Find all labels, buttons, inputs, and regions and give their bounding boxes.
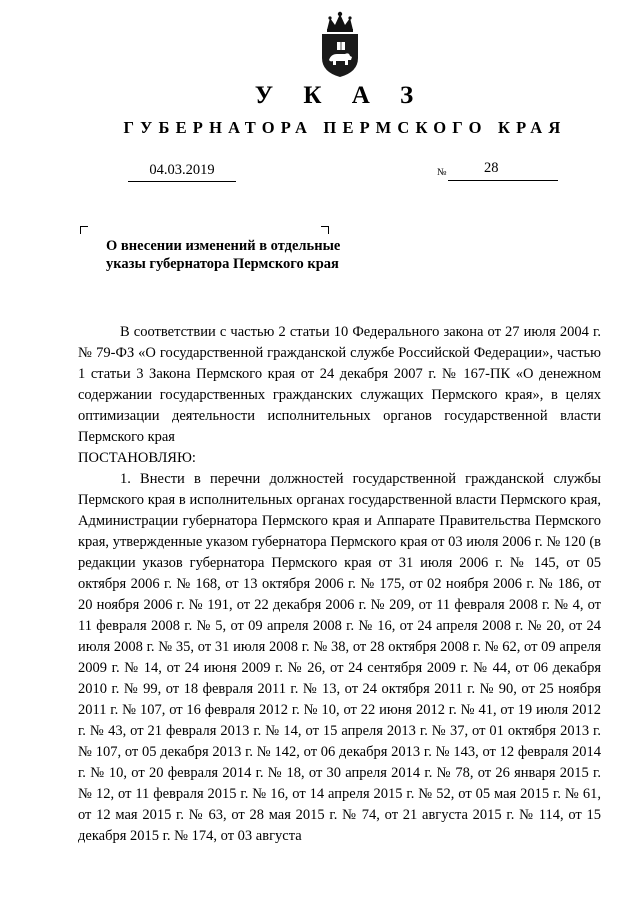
document-heading (106, 237, 406, 273)
document-subtitle: ГУБЕРНАТОРА ПЕРМСКОГО КРАЯ (123, 118, 567, 137)
coat-of-arms-icon (317, 10, 363, 78)
decree-word: ПОСТАНОВЛЯЮ: (78, 450, 196, 466)
heading-corner-left (80, 226, 88, 234)
number-sign: № (437, 167, 447, 178)
preamble-paragraph: В соответствии с частью 2 статьи 10 Федерального закона от 27 июля 2004 г. № 79-ФЗ «О государственной гражданской службе Российской Федерации», частью 1 статьи 3 Закона Пермского края от 24 декабря 2007 г. № 167-ПК «О денежном содержании государственных гражданских служащих Пермского края», в целях оптимизации деятельности исполнительных органов государственной власти Пермского края (78, 324, 601, 445)
document-number-field (448, 160, 558, 181)
heading-line-2: указы губернатора Пермского края (106, 256, 339, 272)
document-number: 28 (484, 160, 499, 176)
item-1-paragraph: 1. Внести в перечни должностей государственной гражданской службы Пермского края в исполнительных органах государственной власти Пермского края, Администрации губернатора Пермского края и Аппарате Правительства Пермского края, утвержденные указом губернатора Пермского края от 03 июля 2006 г. № 120 (в редакции указов губернатора Пермского края от 31 июля 2006 г. № 145, от 05 октября 2006 г. № 168, от 13 октября 2006 г. № 175, от 02 ноября 2006 г. № 186, от 20 ноября 2006 г. № 191, от 22 декабря 2006 г. № 209, от 11 февраля 2008 г. № 4, от 11 февраля 2008 г. № 5, от 09 апреля 2008 г. № 16, от 24 апреля 2008 г. № 20, от 24 июля 2008 г. № 35, от 31 июля 2008 г. № 38, от 28 октября 2008 г. № 62, от 09 апреля 2009 г. № 14, от 24 июня 2009 г. № 26, от 24 сентября 2009 г. № 44, от 06 декабря 2010 г. № 99, от 18 февраля 2011 г. № 13, от 24 октября 2011 г. № 90, от 25 ноября 2011 г. № 107, от 16 февраля 2012 г. № 10, от 22 июня 2012 г. № 41, от 19 июля 2012 г. № 43, от 21 февраля 2013 г. № 14, от 15 апреля 2013 г. № 37, от 01 октября 2013 г. № 107, от 05 декабря 2013 г. № 142, от 06 декабря 2013 г. № 143, от 12 февраля 2014 г. № 10, от 20 февраля 2014 г. № 18, от 30 апреля 2014 г. № 78, от 26 января 2015 г. № 12, от 11 февраля 2015 г. № 16, от 14 апреля 2015 г. № 52, от 05 мая 2015 г. № 61, от 12 мая 2015 г. № 63, от 28 мая 2015 г. № 74, от 21 августа 2015 г. № 114, от 15 декабря 2015 г. № 174, от 03 августа (78, 471, 601, 844)
document-body (78, 322, 601, 847)
document-date: 04.03.2019 (128, 162, 236, 182)
heading-corner-right (321, 226, 329, 234)
heading-line-1: О внесении изменений в отдельные (106, 238, 341, 254)
document-title: У К А З (254, 82, 426, 109)
